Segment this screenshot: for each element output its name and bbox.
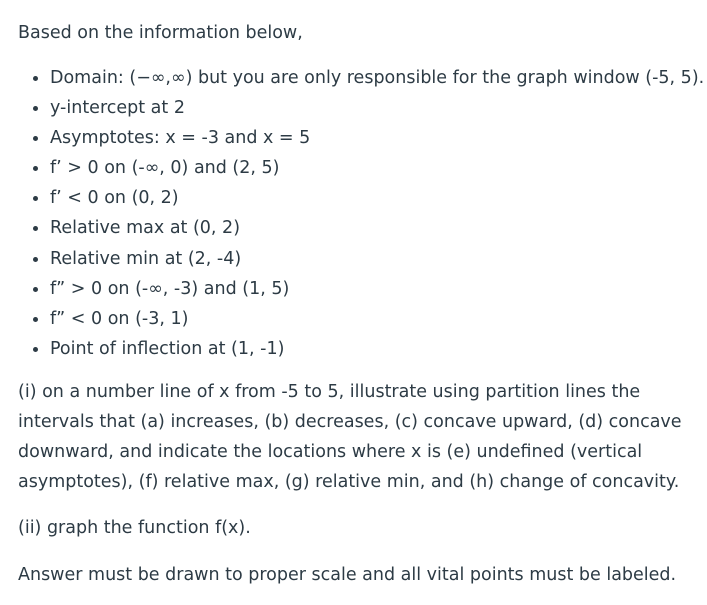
- bullet-inflection-point: [0, 334, 704, 364]
- bullet-second-derivative-positive: [0, 274, 704, 304]
- bullet-dot-icon: [33, 196, 38, 201]
- bullet-y-intercept: [0, 93, 704, 123]
- bullet-text: f’ < 0 on (0, 2): [50, 188, 179, 209]
- part-ii-instructions: (ii) graph the function f(x).: [18, 518, 251, 538]
- bullet-second-derivative-negative: [0, 304, 704, 334]
- bullet-text: Asymptotes: x = -3 and x = 5: [50, 128, 311, 149]
- bullet-dot-icon: [33, 257, 38, 262]
- bullet-text: f” < 0 on (-3, 1): [50, 308, 189, 329]
- bullet-dot-icon: [33, 76, 38, 81]
- bullet-first-derivative-negative: [0, 183, 704, 213]
- bullet-domain: [0, 63, 704, 93]
- bullet-dot-icon: [33, 106, 38, 111]
- bullet-dot-icon: [33, 166, 38, 171]
- bullet-relative-max: [0, 213, 704, 243]
- bullet-dot-icon: [33, 347, 38, 352]
- intro-text: Based on the information below,: [18, 23, 303, 43]
- given-information-list: [0, 63, 704, 364]
- bullet-text: Relative min at (2, -4): [50, 248, 242, 269]
- bullet-dot-icon: [33, 287, 38, 292]
- bullet-text: f” > 0 on (-∞, -3) and (1, 5): [50, 278, 290, 299]
- bullet-text: Point of inflection at (1, -1): [50, 338, 285, 359]
- bullet-first-derivative-positive: [0, 153, 704, 183]
- bullet-asymptotes: [0, 123, 704, 153]
- bullet-dot-icon: [33, 136, 38, 141]
- bullet-text: Domain: (−∞,∞) but you are only responsible for the graph window (-5, 5).: [50, 68, 705, 88]
- bullet-relative-min: [0, 244, 704, 274]
- bullet-dot-icon: [33, 317, 38, 322]
- bullet-text: y-intercept at 2: [50, 98, 185, 119]
- bullet-text: Relative max at (0, 2): [50, 218, 241, 239]
- part-i-instructions: (i) on a number line of x from -5 to 5, illustrate using partition lines the intervals that (a) increases, (b) decreases, (c) concave upward, (d) concave downward, and indicate the locations where x is (e) undefined (vertical asymptotes), (f) relative max, (g) relative min, and (h) change of concavity.: [18, 382, 682, 492]
- answer-requirements: Answer must be drawn to proper scale and all vital points must be labeled.: [18, 565, 677, 585]
- bullet-dot-icon: [33, 226, 38, 231]
- bullet-text: f’ > 0 on (-∞, 0) and (2, 5): [50, 158, 280, 179]
